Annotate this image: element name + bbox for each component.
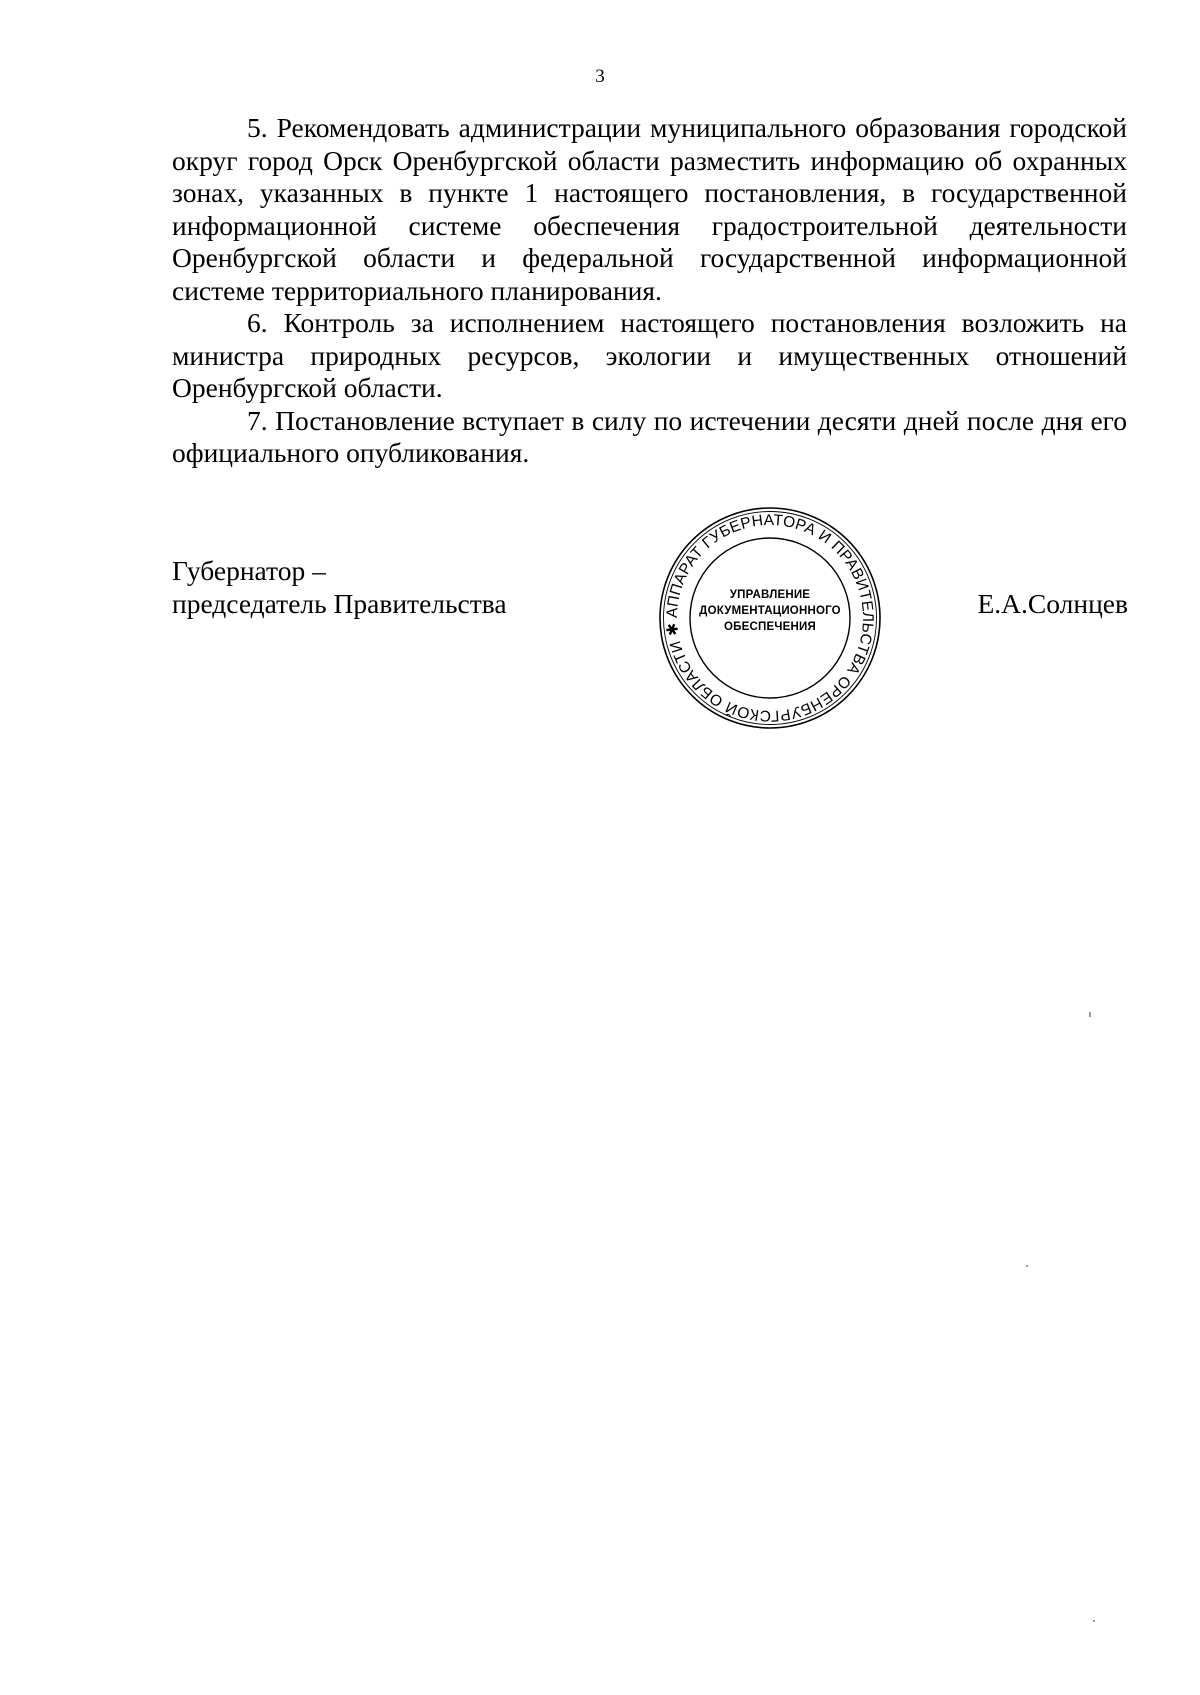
paragraph-number: 5. (247, 112, 268, 143)
paragraph-text: Постановление вступает в силу по истечении десяти дней после дня его официального опубликования. (172, 404, 1128, 468)
scan-speck (1089, 1012, 1091, 1017)
scan-speck (1093, 1620, 1095, 1622)
official-seal (657, 505, 883, 731)
paragraph-text: Рекомендовать администрации муниципального образования городской округ город Орск Оренбургской области разместить информацию об охранных зонах, указанных в пункте 1 настоящего постановления, в государственной информационной системе обеспечения градостроительной деятельности Оренбургской области и федеральной государственной информационной системе территориального планирования. (172, 112, 1127, 306)
paragraph-5 (172, 112, 1127, 307)
paragraph-6 (172, 307, 1127, 405)
scan-speck (1026, 1265, 1028, 1267)
page-number: 3 (595, 66, 605, 87)
paragraph-number: 6. (247, 307, 268, 338)
seal-ring-text: АППАРАТ ГУБЕРНАТОРА И ПРАВИТЕЛЬСТВА ОРЕНБУРГСКОЙ ОБЛАСТИ ✱ (663, 511, 877, 725)
paragraph-number: 7. (247, 404, 268, 436)
seal-center-text (657, 587, 883, 635)
position-line-1: Губернатор – (172, 555, 326, 586)
position-line-2: председатель Правительства (172, 588, 507, 619)
paragraph-7 (172, 405, 1127, 470)
paragraph-text: Контроль за исполнением настоящего постановления возложить на министра природных ресурсов, экологии и имущественных отношений Оренбургской области. (172, 307, 1128, 403)
signatory-name: Е.А.Солнцев (977, 588, 1128, 619)
seal-center-line-2: ДОКУМЕНТАЦИОННОГО (699, 605, 841, 617)
signatory-position (172, 554, 507, 620)
document-body (172, 112, 1127, 470)
seal-center-line-1: УПРАВЛЕНИЕ (729, 589, 811, 601)
seal-center-line-3: ОБЕСПЕЧЕНИЯ (724, 621, 816, 633)
